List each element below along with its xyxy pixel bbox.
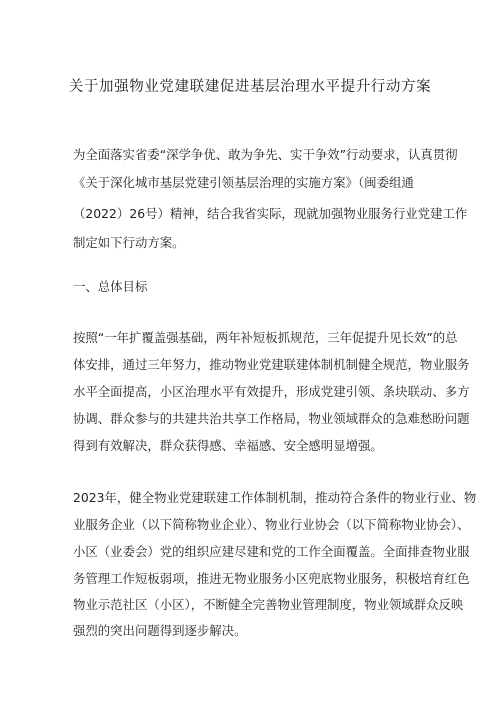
intro-line-4: 制定如下行动方案。: [73, 235, 185, 250]
year2023-line-4: 务管理工作短板弱项，推进无物业服务小区兜底物业服务，积极培育红色: [73, 571, 470, 586]
year2023-line-3: 小区（业委会）党的组织应建尽建和党的工作全面覆盖。全面排查物业服: [73, 544, 470, 559]
goal-line-4: 协调、群众参与的共建共治共享工作格局，物业领域群众的急难愁盼问题: [73, 411, 470, 426]
intro-line-1: 为全面落实省委“深学争优、敢为争先、实干争效”行动要求，认真贯彻: [73, 147, 458, 162]
section-heading: 一、总体目标: [73, 279, 148, 294]
goal-line-2: 体安排，通过三年努力，推动物业党建联建体制机制健全规范，物业服务: [73, 357, 470, 372]
goal-line-3: 水平全面提高，小区治理水平有效提升，形成党建引领、条块联动、多方: [73, 384, 470, 399]
year2023-line-6: 强烈的突出问题得到逐步解决。: [73, 623, 247, 638]
year2023-line-5: 物业示范社区（小区），不断健全完善物业管理制度，物业领域群众反映: [73, 597, 464, 612]
intro-line-2: 《关于深化城市基层党建引领基层治理的实施方案》（闽委组通: [73, 175, 414, 190]
year2023-line-2: 业服务企业（以下简称物业企业）、物业行业协会（以下简称物业协会）、: [73, 517, 470, 532]
intro-line-3: （2022）26号）精神，结合我省实际，现就加强物业服务行业党建工作: [73, 206, 468, 221]
goal-line-1: 按照“一年扩覆盖强基础，两年补短板抓规范，三年促提升见长效”的总: [73, 330, 458, 345]
goal-line-5: 得到有效解决，群众获得感、幸福感、安全感明显增强。: [73, 438, 383, 453]
year2023-line-1: 2023年，健全物业党建联建工作体制机制，推动符合条件的物业行业、物: [73, 490, 477, 505]
document-title: 关于加强物业党建联建促进基层治理水平提升行动方案: [68, 79, 432, 95]
